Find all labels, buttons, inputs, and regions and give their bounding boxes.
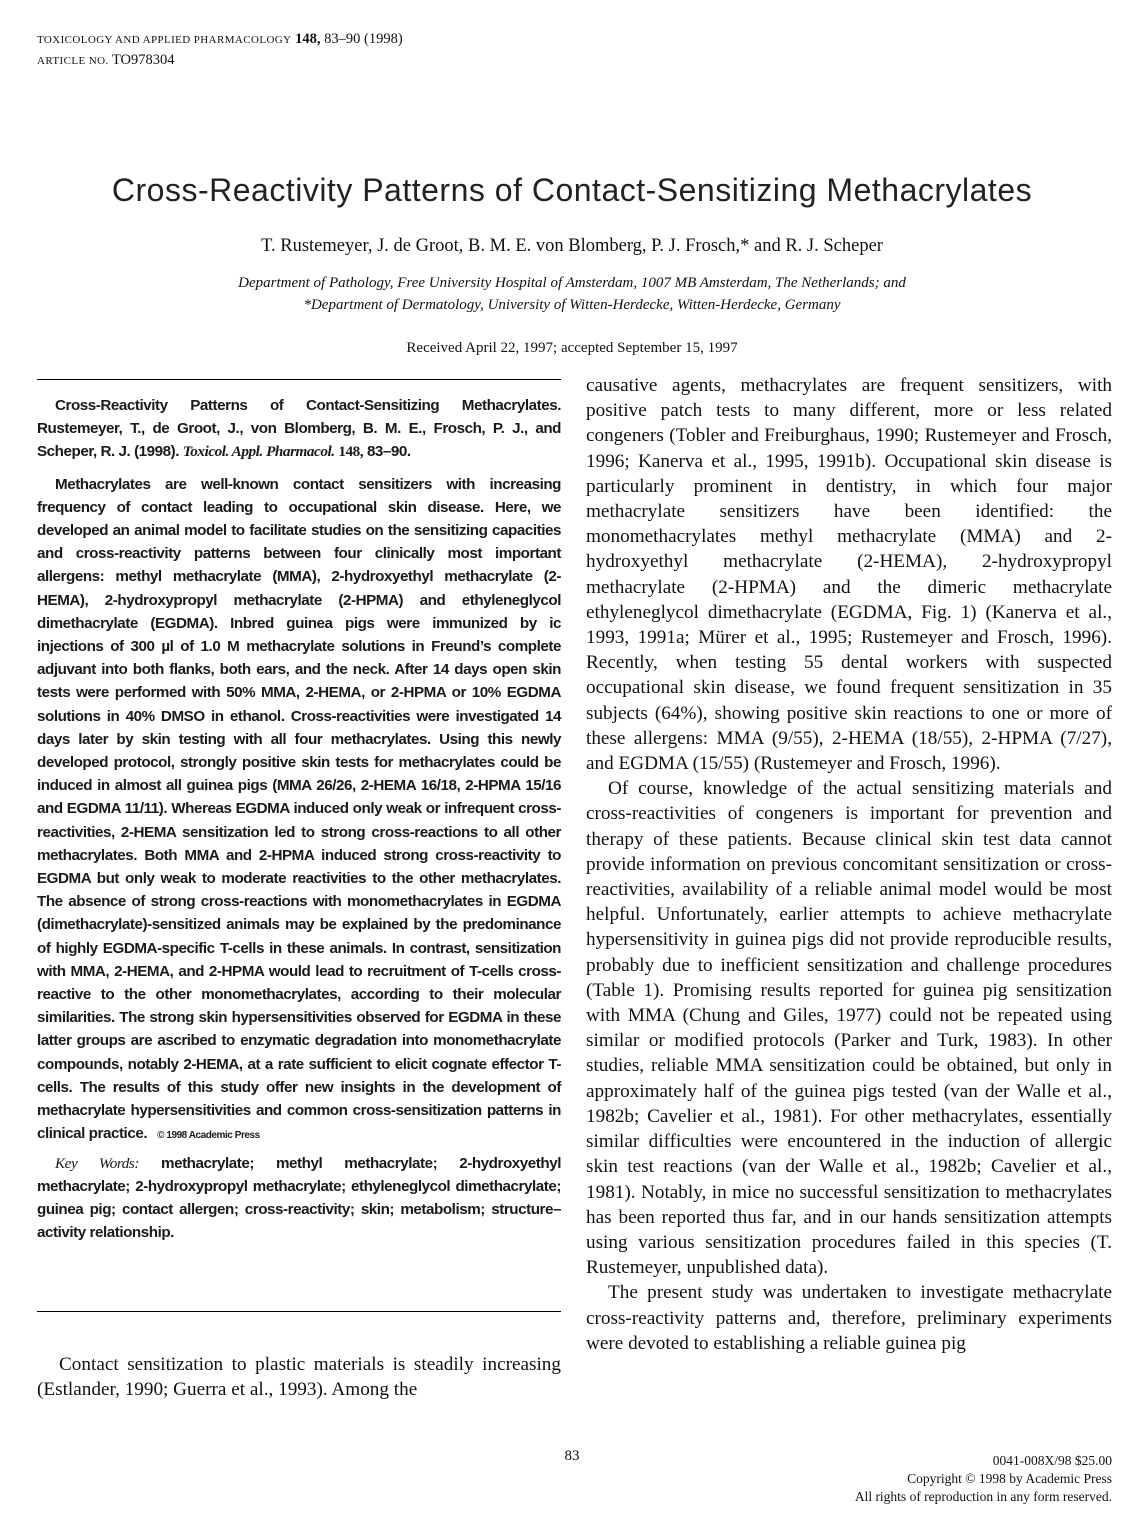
abstract-citation-lead: Cross-Reactivity Patterns of Contact-Sensitizing Methacrylates. Rustemeyer, T., de Groot, J., von Blomberg, B. M. E., Frosch, P. J., and Scheper, R. J. (1998).	[37, 397, 561, 461]
journal-pages: 83–90 (1998)	[324, 31, 403, 47]
article-number-line	[37, 50, 403, 71]
article-number: TO978304	[111, 52, 175, 68]
keywords-text: methacrylate; methyl methacrylate; 2-hydroxyethyl methacrylate; 2-hydroxypropyl methacrylate; ethyleneglycol dimethacrylate; guinea pig; contact allergen; cross-reactivity; skin; metabolism; structure–activity relationship.	[37, 1154, 561, 1242]
author-list: T. Rustemeyer, J. de Groot, B. M. E. von Blomberg, P. J. Frosch,* and R. J. Scheper	[261, 236, 883, 256]
footer-rights: All rights of reproduction in any form reserved.	[854, 1489, 1112, 1504]
paper-title: Cross-Reactivity Patterns of Contact-Sensitizing Methacrylates	[111, 172, 1033, 208]
abstract-bottom-rule	[37, 1311, 561, 1312]
left-column-body	[37, 1352, 561, 1402]
abstract-body-text: Methacrylates are well-known contact sensitizers with increasing frequency of contact leading to occupational skin disease. Here, we developed an animal model to facilitate studies on the sensitizing capacities and cross-reactivity patterns between four clinically most important allergens: methyl methacrylate (MMA), 2-hydroxyethyl methacrylate (2-HEMA), 2-hydroxypropyl methacrylate (2-HPMA) and ethyleneglycol dimethacrylate (EGDMA). Inbred guinea pigs were immunized by ic injections of 300 µl of 1.0 M methacrylate solutions in Freund’s complete adjuvant into both flanks, both ears, and the neck. After 14 days open skin tests were performed with 50% MMA, 2-HEMA, or 2-HPMA or 10% EGDMA solutions in 40% DMSO in ethanol. Cross-reactivities were investigated 14 days later by skin testing with all four methacrylates. Using this newly developed protocol, strongly positive skin tests for methacrylates could be induced in almost all guinea pigs (MMA 26/26, 2-HEMA 16/18, 2-HPMA 15/16 and EGDMA 11/11). Whereas EGDMA induced only weak or infrequent cross-reactivities, 2-HEMA sensitization led to strong cross-reactions to all other methacrylates. Both MMA and 2-HPMA induced strong cross-reactivity to EGDMA but only weak to moderate reactivities to the other methacrylates. The absence of strong cross-reactions with monomethacrylates in EGDMA (dimethacrylate)-sensitized animals may be explained by the predominance of highly EGDMA-specific T-cells in these animals. In contrast, sensitization with MMA, 2-HEMA, and 2-HPMA would lead to recruitment of T-cells cross-reactive to the other monomethacrylates, according to their molecular similarities. The strong skin hypersensitivities observed for EGDMA in these latter groups are ascribed to enzymatic degradation into monomethacrylate compounds, notably 2-HEMA, at a rate sufficient to elicit cognate effector T-cells. The results of this study offer new insights in the development of methacrylate hypersensitivities and common cross-sensitization patterns in clinical practice.	[37, 475, 561, 1143]
page-number: 83	[564, 1448, 580, 1464]
received-dates: Received April 22, 1997; accepted September 15, 1997	[406, 340, 738, 356]
abstract-citation-pages: 83–90.	[366, 443, 411, 461]
journal-header	[37, 29, 403, 71]
abstract-citation	[37, 394, 561, 464]
right-paragraph-2: Of course, knowledge of the actual sensitizing materials and cross-reactivities of congeners is important for prevention and therapy of these patients. Because clinical skin test data cannot provide information on previous concomitant sensitization or cross-reactivities, availability of a reliable animal model would be most helpful. Unfortunately, earlier attempts to achieve methacrylate hypersensitivity in guinea pigs did not provide reproducible results, probably due to inefficient sensitization and challenge procedures (Table 1). Promising results reported for guinea pig sensitization with MMA (Chung and Giles, 1977) could not be repeated using similar or modified protocols (Parker and Turk, 1983). In other studies, reliable MMA sensitization could be obtained, but only in approximately half of the guinea pigs tested (van der Walle et al., 1982b; Cavelier et al., 1981). For other methacrylates, essentially similar difficulties were encountered in the induction of allergic skin test reactions (van der Walle et al., 1982b; Cavelier et al., 1981). Notably, in mice no successful sensitization to methacrylates has been reported thus far, and in our hands sensitization attempts using various sensitization procedures failed in this species (T. Rustemeyer, unpublished data).	[586, 778, 1112, 1279]
abstract-citation-journal: Toxicol. Appl. Pharmacol.	[182, 443, 335, 461]
affiliation-witten: *Department of Dermatology, University of Witten-Herdecke, Witten-Herdecke, Germany	[303, 297, 841, 313]
keywords-label: Key Words:	[55, 1154, 139, 1172]
right-paragraph-3: The present study was undertaken to investigate methacrylate cross-reactivity patterns and, therefore, preliminary experiments were devoted to establishing a reliable guinea pig	[586, 1282, 1112, 1354]
journal-citation-line	[37, 29, 403, 50]
keywords	[37, 1152, 561, 1245]
footer-copyright: Copyright © 1998 by Academic Press	[907, 1471, 1112, 1486]
right-column-body	[586, 373, 1112, 1356]
abstract-citation-volume: 148,	[338, 443, 364, 461]
footer-code: 0041-008X/98 $25.00	[992, 1453, 1112, 1468]
affiliation-amsterdam: Department of Pathology, Free University Hospital of Amsterdam, 1007 MB Amsterdam, The Netherlands; and	[238, 275, 906, 291]
intro-paragraph-start: Contact sensitization to plastic materials is steadily increasing (Estlander, 1990; Guerra et al., 1993). Among the	[37, 1354, 561, 1401]
abstract-block	[37, 394, 561, 1244]
abstract-top-rule	[37, 379, 561, 380]
copyright-footer	[855, 1452, 1112, 1506]
right-paragraph-1: causative agents, methacrylates are frequent sensitizers, with positive patch tests to many different, more or less related congeners (Tobler and Freiburghaus, 1990; Rustemeyer and Frosch, 1996; Kanerva et al., 1995, 1991b). Occupational skin disease is particularly prominent in dentistry, in which four major methacrylate sensitizers have been identified: the monomethacrylates methyl methacrylate (MMA) and 2-hydroxyethyl methacrylate (2-HEMA), 2-hydroxypropyl methacrylate (2-HPMA) and the dimeric methacrylate ethyleneglycol dimethacrylate (EGDMA, Fig. 1) (Kanerva et al., 1993, 1991a; Mürer et al., 1995; Rustemeyer and Frosch, 1996). Recently, when testing 55 dental workers with suspected occupational skin disease, we found frequent sensitization in 35 subjects (64%), showing positive skin reactions to one or more of these allergens: MMA (9/55), 2-HEMA (18/55), 2-HPMA (7/27), and EGDMA (15/55) (Rustemeyer and Frosch, 1996).	[586, 375, 1112, 775]
journal-name: TOXICOLOGY AND APPLIED PHARMACOLOGY	[37, 34, 292, 46]
journal-volume: 148,	[295, 31, 321, 47]
abstract-body	[37, 473, 561, 1148]
affiliations	[0, 272, 1144, 316]
article-label: ARTICLE NO.	[37, 55, 109, 67]
abstract-press-credit: © 1998 Academic Press	[157, 1130, 260, 1142]
